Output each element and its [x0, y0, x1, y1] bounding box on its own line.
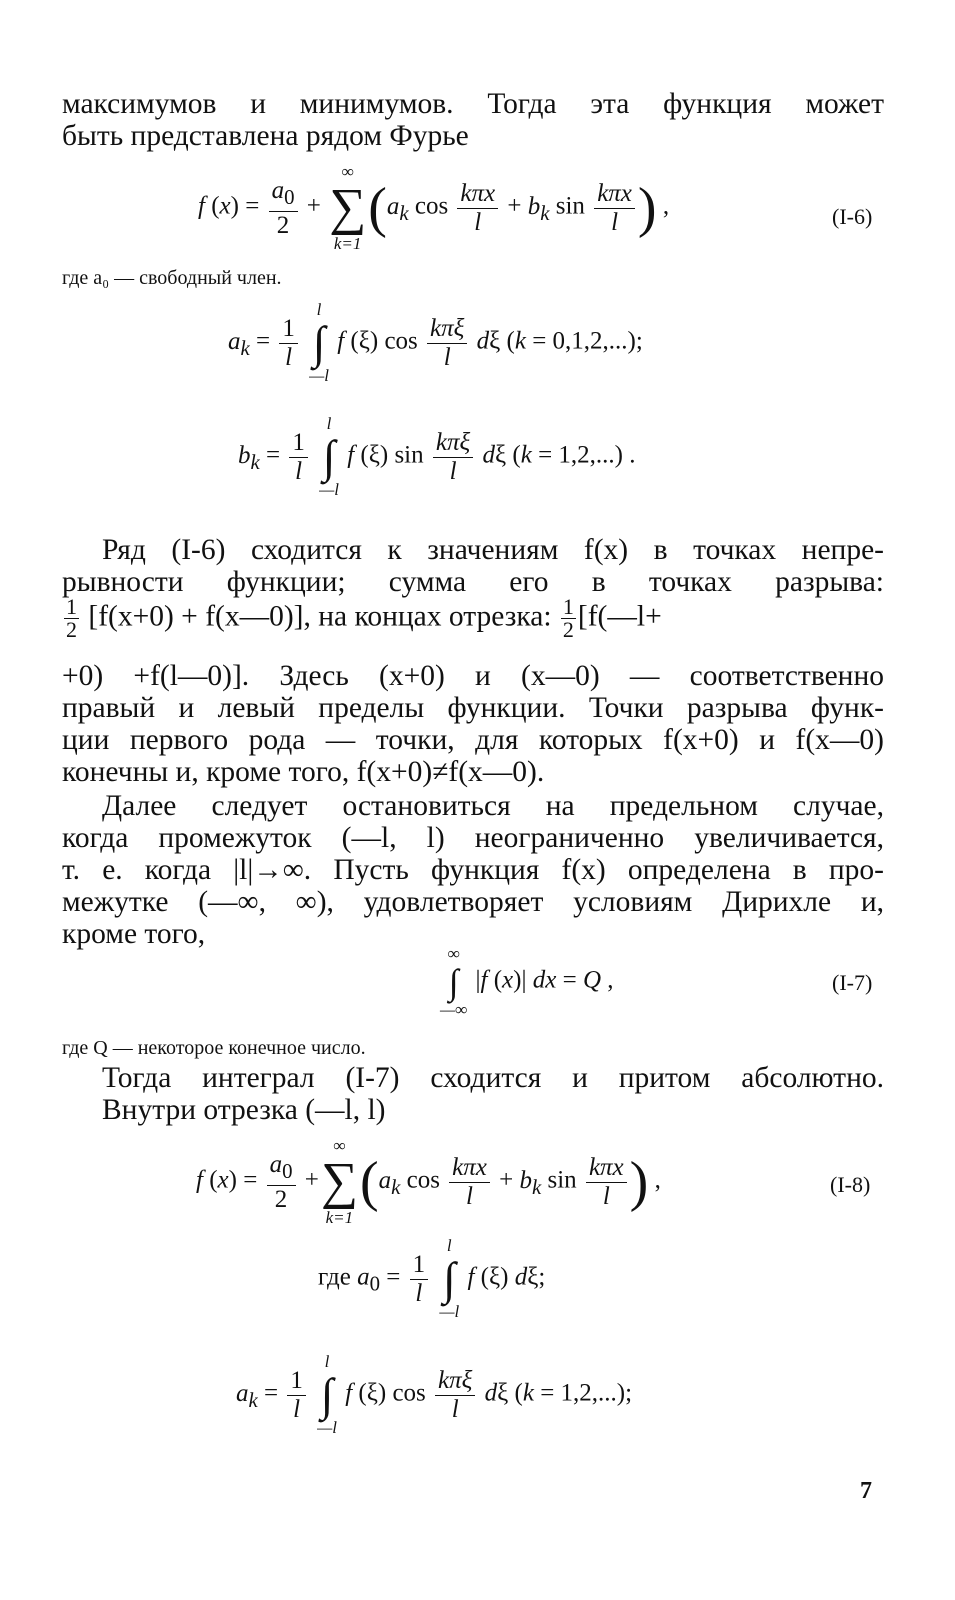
text-line: когда промежуток (—l, l) неограниченно увеличивается,	[62, 822, 884, 854]
text-line: максимумов и минимумов. Тогда эта функция может	[62, 88, 884, 120]
equation-I-8: f (x) = $\frac{a_0}{2}$ + ∞ ∑ k=1 ($a_k$ cos $\frac{\text{kπx}}{l}$ + $b_k$ sin $\frac{\text{kπx}}{l}$ ) ,	[196, 1136, 661, 1227]
text-line: конечны и, кроме того, f(x+0)≠f(x—0).	[62, 756, 545, 788]
text-line: +0) +f(l—0)]. Здесь (x+0) и (x—0) — соответственно	[62, 660, 884, 692]
equation-bk: $b_k$ = $\frac{1}{l}$ l ∫ —l f (ξ) sin $\frac{\text{kπξ}}{l}$ dξ (k = 1,2,...) .	[238, 414, 636, 499]
text-line: кроме того,	[62, 918, 206, 950]
text-line: ции первого рода — точки, для которых f(x+0) и f(x—0)	[62, 724, 884, 756]
equation-a0: где $a_0$ = $\frac{1}{l}$ l ∫ —l f (ξ) dξ;	[318, 1236, 546, 1321]
equation-label: (I-6)	[832, 204, 873, 229]
equation-ak: $a_k$ = $\frac{1}{l}$ l ∫ —l f (ξ) cos $\frac{\text{kπξ}}{l}$ dξ (k = 0,1,2,...);	[228, 300, 643, 385]
text-line: где a₀ — свободный член.	[62, 267, 282, 289]
equation-I-6: f (x) = $\frac{a_0}{2}$ + ∞ ∑ k=1 ($a_k$ cos $\frac{\text{kπx}}{l}$ + $b_k$ sin $\frac{\text{kπx}}{l}$ ) ,	[198, 162, 670, 253]
text-line: Ряд (I-6) сходится к значениям f(x) в точках непре-	[102, 534, 884, 566]
text-line: Тогда интеграл (I-7) сходится и притом абсолютно.	[102, 1062, 884, 1094]
text-line: $\frac{1}{2}$ [f(x+0) + f(x—0)], на концах отрезка: $\frac{1}{2}$ [f(—l+	[66, 594, 662, 642]
text-line: рывности функции; сумма его в точках разрыва:	[62, 566, 884, 598]
equation-label: (I-8)	[830, 1172, 871, 1197]
text-line: межутке (—∞, ∞), удовлетворяет условиям Дирихле и,	[62, 886, 884, 918]
text-line: Далее следует остановиться на предельном случае,	[102, 790, 884, 822]
equation-ak-2: $a_k$ = $\frac{1}{l}$ l ∫ —l f (ξ) cos $\frac{\text{kπξ}}{l}$ dξ (k = 1,2,...);	[236, 1352, 633, 1437]
equation-label: (I-7)	[832, 970, 873, 995]
text-line: где Q — некоторое конечное число.	[62, 1037, 366, 1059]
equation-I-7: ∞ ∫ —∞ |f (x)| dx = Q ,	[440, 944, 614, 1019]
text-line: быть представлена рядом Фурье	[62, 120, 469, 152]
text-line: Внутри отрезка (—l, l)	[102, 1094, 386, 1126]
text-line: т. е. когда |l|→∞. Пусть функция f(x) определена в про-	[62, 854, 884, 886]
page-number: 7	[860, 1478, 872, 1504]
text-line: правый и левый пределы функции. Точки разрыва функ-	[62, 692, 884, 724]
